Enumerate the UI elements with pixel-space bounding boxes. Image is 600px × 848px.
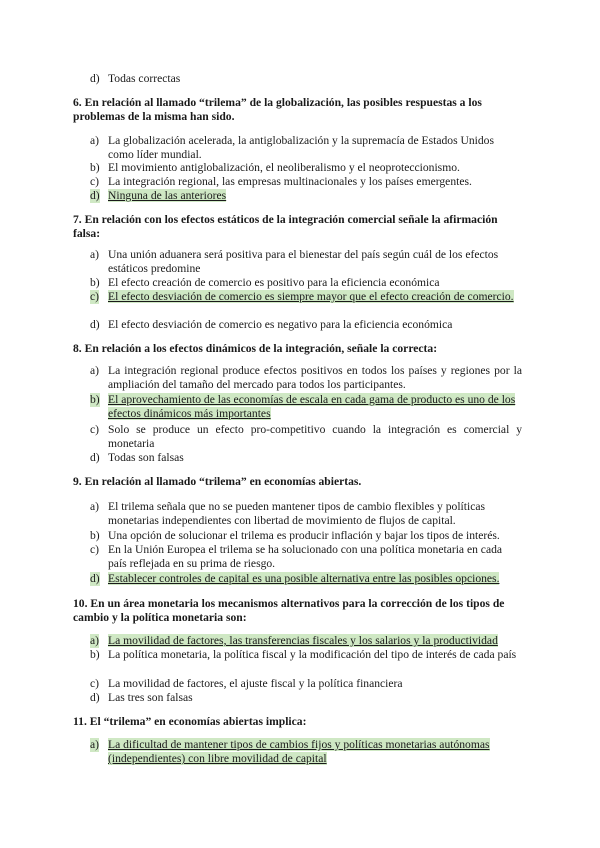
option-text: La globalización acelerada, la antiglobalización y la supremacía de Estados Unidos como líder mundial. [108, 134, 494, 162]
option-9-c [90, 543, 522, 571]
option-10-c [90, 677, 522, 691]
option-6-a [90, 134, 522, 162]
option-7-a [90, 248, 522, 276]
option-10-b [90, 648, 522, 662]
correct-answer-text: Establecer controles de capital es una posible alternativa entre las posibles opciones. [108, 572, 500, 585]
option-7-b [90, 276, 522, 290]
option-letter: d) [90, 451, 100, 464]
option-text: Todas correctas [108, 72, 181, 85]
option-letter: a) [90, 500, 100, 513]
question-11-title: 11. El “trilema” en economías abiertas implica: [73, 715, 307, 728]
option-8-c [90, 423, 522, 451]
option-6-d-correct [90, 189, 522, 203]
option-7-c-correct [90, 290, 522, 304]
option-letter: d) [90, 691, 100, 704]
option-letter: b) [90, 276, 100, 289]
correct-answer-text: El efecto desviación de comercio es siempre mayor que el efecto creación de comercio. [108, 290, 514, 303]
option-text: Solo se produce un efecto pro-competitivo cuando la integración es comercial y monetaria [108, 423, 522, 451]
correct-answer-text: La dificultad de mantener tipos de cambios fijos y políticas monetarias autónomas (independientes) con libre movilidad de capital [108, 738, 490, 766]
question-7-title: 7. En relación con los efectos estáticos de la integración comercial señale la afirmación falsa: [73, 213, 498, 241]
option-7-d [90, 318, 522, 332]
question-6-title: 6. En relación al llamado “trilema” de la globalización, las posibles respuestas a los problemas de la misma han sido. [73, 96, 482, 124]
option-text: El movimiento antiglobalización, el neoliberalismo y el neoproteccionismo. [108, 161, 460, 174]
option-letter: a) [90, 738, 100, 751]
option-letter: c) [90, 423, 100, 436]
question-8-title: 8. En relación a los efectos dinámicos de la integración, señale la correcta: [73, 342, 438, 355]
option-letter: d) [90, 572, 100, 585]
option-text: El efecto creación de comercio es positivo para la eficiencia económica [108, 276, 440, 289]
option-10-a-correct [90, 634, 522, 648]
option-letter: a) [90, 364, 100, 377]
option-letter: c) [90, 175, 100, 188]
option-text: Todas son falsas [108, 451, 184, 464]
option-6-b [90, 161, 522, 175]
option-letter: c) [90, 543, 100, 556]
option-text: Una unión aduanera será positiva para el bienestar del país según cuál de los efectos estáticos predomine [108, 248, 499, 276]
option-text-wrap [108, 738, 522, 766]
option-6-c [90, 175, 522, 189]
option-text-wrap [108, 634, 522, 648]
option-text: Una opción de solucionar el trilema es producir inflación y bajar los tipos de interés. [108, 529, 500, 542]
option-letter: a) [90, 634, 100, 647]
option-11-a-correct [90, 738, 522, 766]
option-8-b-correct [90, 393, 522, 421]
correct-answer-text: El aprovechamiento de las economías de escala en cada gama de producto es uno de los efectos dinámicos más importantes [108, 393, 516, 421]
option-text: La integración regional, las empresas multinacionales y los países emergentes. [108, 175, 472, 188]
option-letter: d) [90, 72, 100, 85]
option-text: Las tres son falsas [108, 691, 193, 704]
option-text: La política monetaria, la política fiscal y la modificación del tipo de interés de cada país [108, 648, 517, 661]
option-prev-d [90, 72, 522, 86]
option-text: El trilema señala que no se pueden mantener tipos de cambio flexibles y políticas monetarias independientes con libertad de movimiento de flujos de capital. [108, 500, 486, 528]
option-letter: d) [90, 318, 100, 331]
correct-answer-text: Ninguna de las anteriores [108, 189, 227, 202]
option-letter: b) [90, 529, 100, 542]
option-letter: d) [90, 189, 100, 202]
option-letter: a) [90, 248, 100, 261]
option-text: La movilidad de factores, el ajuste fiscal y la política financiera [108, 677, 403, 690]
option-text: El efecto desviación de comercio es negativo para la eficiencia económica [108, 318, 453, 331]
question-10-title: 10. En un área monetaria los mecanismos alternativos para la corrección de los tipos de cambio y la política monetaria son: [73, 597, 505, 625]
option-text-wrap [108, 572, 522, 586]
option-9-a [90, 500, 522, 528]
option-letter: b) [90, 161, 100, 174]
option-text-wrap [108, 189, 522, 203]
option-letter: b) [90, 393, 100, 406]
option-8-d [90, 451, 522, 465]
option-10-d [90, 691, 522, 705]
question-9-title: 9. En relación al llamado “trilema” en economías abiertas. [73, 475, 362, 488]
option-letter: c) [90, 677, 100, 690]
option-9-d-correct [90, 572, 522, 586]
correct-answer-text: La movilidad de factores, las transferencias fiscales y los salarios y la productividad [108, 634, 498, 647]
option-9-b [90, 529, 522, 543]
option-letter: a) [90, 134, 100, 147]
option-letter: c) [90, 290, 100, 303]
option-text-wrap [108, 393, 522, 421]
option-8-a [90, 364, 522, 392]
option-text-wrap [108, 290, 522, 304]
option-letter: b) [90, 648, 100, 661]
option-text: En la Unión Europea el trilema se ha solucionado con una política monetaria en cada país reflejada en su prima de riesgo. [108, 543, 503, 571]
option-text: La integración regional produce efectos positivos en todos los países y regiones por la ampliación del tamaño del mercado para todos los participantes. [108, 364, 522, 392]
